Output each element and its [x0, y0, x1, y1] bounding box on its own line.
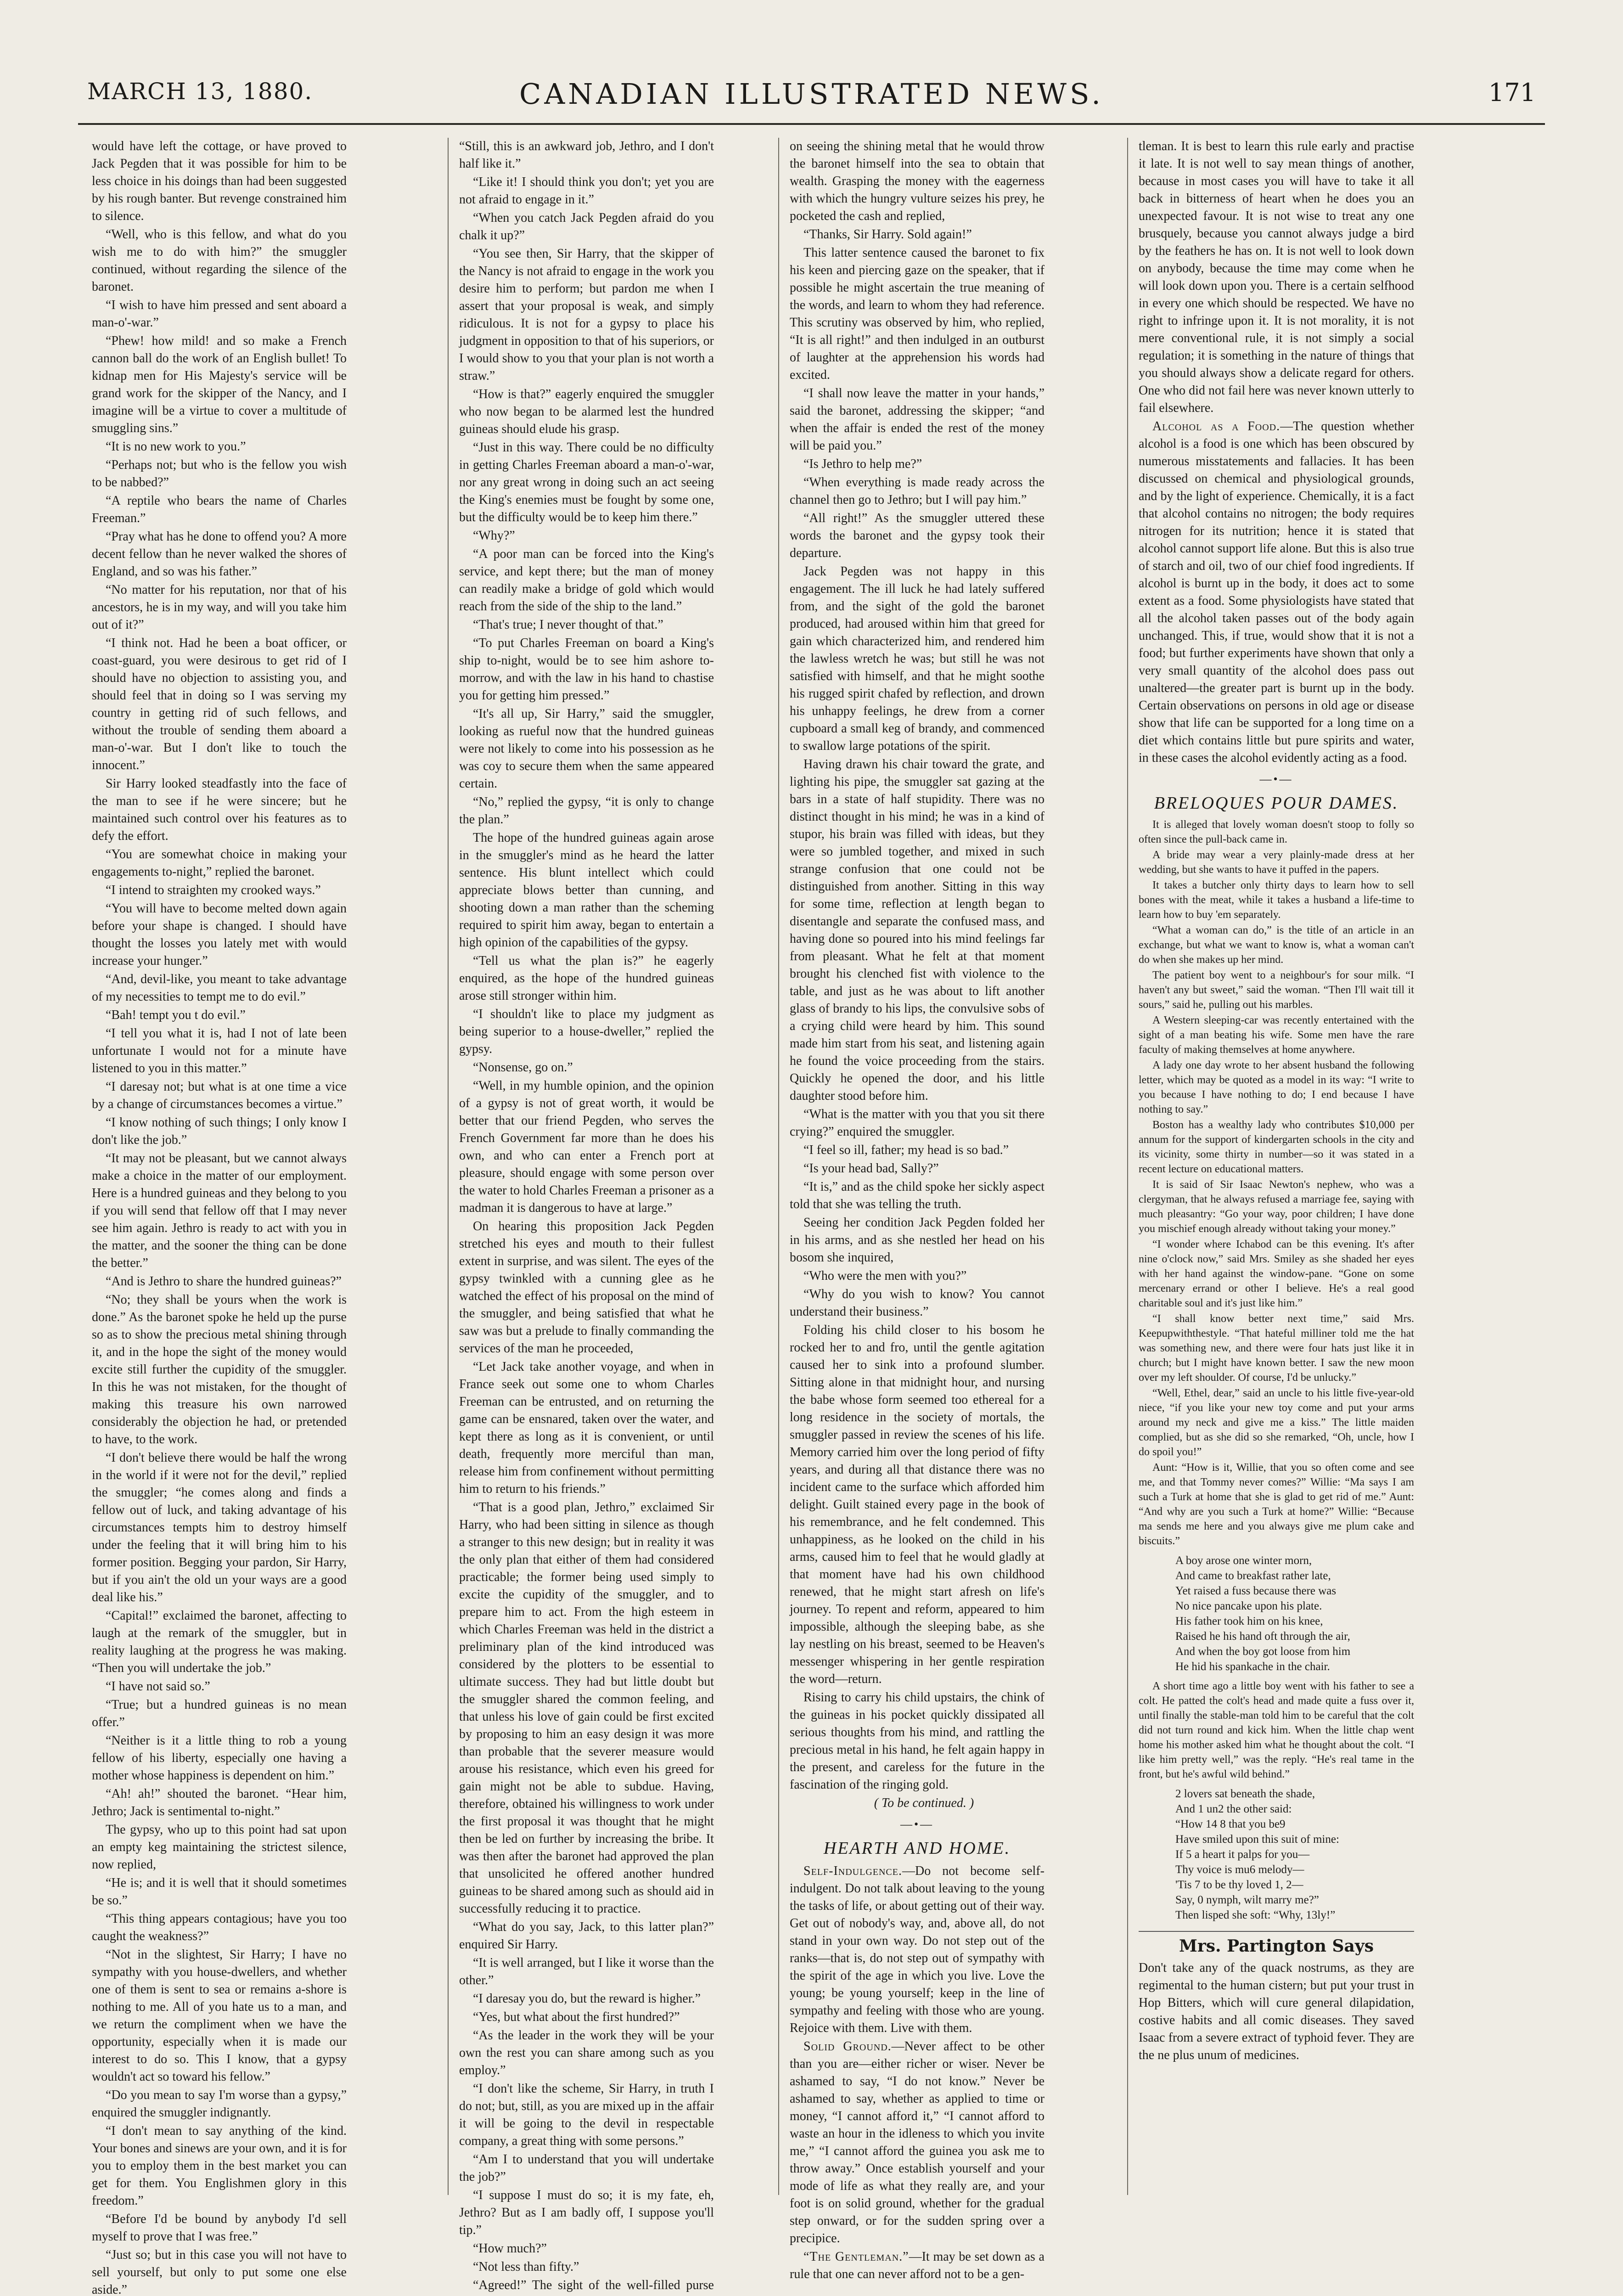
paragraph: “All right!” As the smuggler uttered these words the baronet and the gypsy took their departure.	[790, 511, 1045, 560]
paragraph: “Perhaps not; but who is the fellow you wish to be nabbed?”	[92, 458, 347, 490]
paragraph: “And, devil-like, you meant to take advantage of my necessities to tempt me to do evil.”	[92, 972, 347, 1004]
paragraph: “Well, Ethel, dear,” said an uncle to his little five-year-old niece, “if you like your new toy come and put your arms around my neck and give me a kiss.” The little maiden complied, but as she did so she remarked, “Oh, uncle, how I do spoil you!”	[1139, 1387, 1414, 1458]
hearth-item-text: —Do not become self-indulgent. Do not talk about leaving to the young the tasks of life, or about getting out of their way. Get out of nobody's way, and, above all, do not stand in your own way. Do not step out of the ranks—that is, do not step out of sympathy with the spirit of the age in which you live. Love the young; be young yourself; keep in the line of sympathy and feeling with those who are young. Rejoice with them. Live with them.	[790, 1864, 1045, 2035]
paragraph: “Not in the slightest, Sir Harry; I have no sympathy with you house-dwellers, and whether one of them is sent to sea or remains a-shore is nothing to me. All of you hate us to a man, and we return the compliment when we have the opportunity, especially when it is made our interest to do so. This I know, that a gypsy wouldn't act so toward his fellow.”	[92, 1947, 347, 2084]
paragraph: “A poor man can be forced into the King's service, and kept there; but the man of money can readily make a bridge of gold which would reach from the side of the ship to the land.”	[459, 547, 714, 613]
paragraph: “Do you mean to say I'm worse than a gypsy,” enquired the smuggler indignantly.	[92, 2088, 347, 2120]
paragraph: “Tell us what the plan is?” he eagerly enquired, as the hope of the hundred guineas arose still stronger within him.	[459, 954, 714, 1003]
paragraph: “This thing appears contagious; have you too caught the weakness?”	[92, 1912, 347, 1943]
paragraph: “Ah! ah!” shouted the baronet. “Hear him, Jethro; Jack is sentimental to-night.”	[92, 1787, 347, 1818]
section-divider: —•—	[900, 1818, 934, 1831]
column-divider	[778, 138, 779, 2195]
paragraph: “Agreed!” The sight of the well-filled purse	[473, 2278, 714, 2292]
paragraph: “I daresay not; but what is at one time a vice by a change of circumstances becomes a virtue.”	[92, 1080, 347, 1111]
hearth-item-text: —Never affect to be other than you are—either richer or wiser. Never be ashamed to say, “I do not know.” Never be ashamed to say, whether as applied to time or money, “I cannot afford it,” “I cannot afford to waste an hour in the idleness to which you invite me,” “I cannot afford the guinea you ask me to throw away.” Once establish yourself and your mode of life as what they really are, and your foot is on solid ground, whether for the gradual step onward, or for the sudden spring over a precipice.	[790, 2039, 1045, 2245]
paragraph: “That is a good plan, Jethro,” exclaimed Sir Harry, who had been sitting in silence as though a stranger to this new design; but in reality it was the only plan that either of them had considered practicable; the former being used simply to excite the cupidity of the smuggler, and to prepare him to act. From the high esteem in which Charles Freeman was held in the district a preliminary plan of the kind introduced was considered by the plotters to be essential to ultimate success. They had but little doubt but the smuggler shared the common feeling, and that unless his love of gain could be first excited by proposing to him an easy design it was more than probable that the severer measure would arouse his resistance, which even his greed for gain might not be able to subdue. Having, therefore, obtained his willingness to work under the first proposal it was thought that he might then be led on further by increasing the bribe. It was then after the baronet had approved the plan that unsolicited he offered another hundred guineas to be shared among such as should aid in successfully reducing it to practice.	[459, 1500, 714, 1916]
to-be-continued: ( To be continued. )	[874, 1796, 974, 1810]
paragraph: “You will have to become melted down again before your shape is changed. I should have thought the losses you lately met with would increase your hunger.”	[92, 901, 347, 968]
hearth-item-heading: Self-Indulgence.	[803, 1864, 902, 1878]
paragraph: “Bah! tempt you t do evil.”	[106, 1008, 246, 1022]
paragraph: “No; they shall be yours when the work is done.” As the baronet spoke he held up the purse so as to show the precious metal shining through it, and in the hope the sight of the money would excite still further the cupidity of the smuggler. In this he was not mistaken, for the thought of making this treasure his own narrowed considerably the objection he had, or pretended to have, to the work.	[92, 1293, 347, 1446]
partington-title: Mrs. Partington Says	[1139, 1931, 1414, 1955]
paragraph: “How much?”	[473, 2241, 547, 2256]
column-divider	[448, 138, 449, 2195]
section-divider: —•—	[1259, 772, 1293, 786]
paragraph: “I shouldn't like to place my judgment as being superior to a house-dweller,” replied the gypsy.	[459, 1007, 714, 1056]
column-divider	[1127, 138, 1128, 2195]
paragraph: tleman. It is best to learn this rule early and practise it late. It is not well to say mean things of another, because in most cases you will have to take it all back in bitterness of heart when he does you an unexpected favour. It is not wise to treat any one brusquely, because you cannot always judge a bird by the feathers he has on. It is not well to look down on anybody, because the time may come when he will look down upon you. There is a certain selfhood in every one which should be respected. We have no right to infringe upon it. It is not morality, it is not mere conventional rule, it is not simply a social regulation; it is something in the nature of things that you should always show a delicate regard for others. One who did not fail here was never known utterly to fail elsewhere.	[1139, 139, 1414, 415]
partington-text: Don't take any of the quack nostrums, as they are regimental to the human cistern; but put your trust in Hop Bitters, which will cure general dilapidation, costive habits and all comic diseases. They saved Isaac from a severe extract of typhoid fever. They are the ne plus unum of medicines.	[1139, 1961, 1414, 2062]
paragraph: “I don't mean to say anything of the kind. Your bones and sinews are your own, and it is for you to employ them in the best market you can get for them. You Englishmen glory in this freedom.”	[92, 2124, 347, 2208]
paragraph: Rising to carry his child upstairs, the chink of the guineas in his pocket quickly dissipated all serious thoughts from his mind, and rattling the precious metal in his hand, he felt again happy in the present, and careless for the future in the fascination of the ringing gold.	[790, 1690, 1045, 1792]
paragraph: Boston has a wealthy lady who contributes $10,000 per annum for the support of kindergarten schools in the city and its vicinity, some thirty in number—so it was stated in a recent lecture on educational matters.	[1139, 1119, 1414, 1175]
gentleman-continuation	[1139, 138, 1414, 417]
paragraph: “I don't like the scheme, Sir Harry, in truth I do not; but, still, as you are mixed up in the affair it will be going to the devil in respectable company, a great thing with some persons.”	[459, 2082, 714, 2148]
column-4	[1139, 138, 1414, 2195]
paragraph: “Well, who is this fellow, and what do you wish me to do with him?” the smuggler continued, without regarding the silence of the baronet.	[92, 227, 347, 294]
hearth-home-items	[790, 1863, 1045, 2283]
hearth-item-text: —It may be set down as a rule that one can never afford not to be a gen-	[790, 2250, 1045, 2281]
paragraph: “You are somewhat choice in making your engagements to-night,” replied the baronet.	[92, 847, 347, 879]
paragraph: “What is the matter with you that you sit there crying?” enquired the smuggler.	[790, 1107, 1045, 1139]
paragraph: “I don't believe there would be half the wrong in the world if it were not for the devil,” replied the smuggler; “he comes along and finds a fellow out of luck, and taking advantage of his circumstances tempts him to destroy himself under the feeling that it will bring him to his former position. Begging your pardon, Sir Harry, but if you ain't the old un your ways are a good deal like his.”	[92, 1451, 347, 1604]
paragraph: “How is that?” eagerly enquired the smuggler who now began to be alarmed lest the hundred guineas should elude his grasp.	[459, 387, 714, 436]
issue-date: MARCH 13, 1880.	[87, 78, 313, 105]
paragraph: “As the leader in the work they will be your own the rest you can share among such as you employ.”	[459, 2028, 714, 2077]
paragraph: The hope of the hundred guineas again arose in the smuggler's mind as he heard the latter sentence. His blunt intellect which could appreciate blows better than cunning, and shooting down a man rather than the scheming required to spirit him away, began to entertain a high opinion of the capabilities of the gypsy.	[459, 831, 714, 950]
paragraph: “Nonsense, go on.”	[473, 1060, 573, 1075]
poem-lovers: 2 lovers sat beneath the shade, And 1 un2 the other said: “How 14 8 that you be9 Have smiled upon this suit of mine: If 5 a heart it palps for you— Thy voice is mu6 melody— 'Tis 7 to be thy loved 1, 2— Say, 0 nymph, wilt marry me?” Then lisped she soft: “Why, 13ly!”	[1175, 1788, 1339, 1921]
paragraph: “I shall now leave the matter in your hands,” said the baronet, addressing the skipper; “and when the affair is ended the rest of the money will be paid you.”	[790, 386, 1045, 453]
paragraph: “Just in this way. There could be no difficulty in getting Charles Freeman aboard a man-o'-war, nor any great wrong in doing such an act seeing the King's enemies must be fought by some one, but the difficulty would be to keep him there.”	[459, 440, 714, 524]
paragraph: Jack Pegden was not happy in this engagement. The ill luck he had lately suffered from, and the sight of the gold the baronet produced, had aroused within him that greed for gain which characterized him, and rendered him the lawless wretch he was; but still he was not satisfied with himself, and that he might soothe his rugged spirit chafed by reflection, and drown his unhappy feelings, he drew from a corner cupboard a small keg of brandy, and commenced to swallow large potations of the spirit.	[790, 564, 1045, 753]
paragraph: “It is well arranged, but I like it worse than the other.”	[459, 1956, 714, 1987]
hearth-item-heading: “The Gentleman.”	[803, 2250, 909, 2264]
paragraph: “Before I'd be bound by anybody I'd sell myself to prove that I was free.”	[92, 2212, 347, 2244]
paragraph: “To put Charles Freeman on board a King's ship to-night, would be to see him ashore to-morrow, and with the law in his hand to chastise you for getting him pressed.”	[459, 636, 714, 703]
alcohol-heading: Alcohol as a Food.	[1152, 419, 1280, 433]
paragraph: “Just so; but in this case you will not have to sell yourself, but only to put some one else aside.”	[92, 2248, 347, 2296]
hearth-item	[790, 2248, 1045, 2283]
hearth-item-heading: Solid Ground.	[803, 2039, 892, 2054]
paragraph: “No matter for his reputation, nor that of his ancestors, he is in my way, and will you take him out of it?”	[92, 583, 347, 632]
paragraph: “What do you say, Jack, to this latter plan?” enquired Sir Harry.	[459, 1920, 714, 1952]
paragraph: “Capital!” exclaimed the baronet, affecting to laugh at the remark of the smuggler, but in reality laughing at the progress he was making. “Then you will undertake the job.”	[92, 1609, 347, 1675]
paragraph: would have left the cottage, or have proved to Jack Pegden that it was possible for him to be less choice in his doings than had been suggested by his rough banter. But revenge constrained him to silence.	[92, 139, 347, 223]
paragraph: “I shall know better next time,” said Mrs. Keepupwiththestyle. “That hateful milliner told me the hat was something new, and there were four hats just like it in church; but I might have known better. I saw the new moon over my left shoulder. Of course, I'd be unlucky.”	[1139, 1313, 1414, 1384]
paragraph: “Why?”	[473, 529, 515, 543]
paragraph: “It's all up, Sir Harry,” said the smuggler, looking as rueful now that the hundred guineas were not likely to come into his possession as he was coy to secure them when the same appeared certain.	[459, 707, 714, 791]
paragraph: This latter sentence caused the baronet to fix his keen and piercing gaze on the speaker, that if possible he might ascertain the true meaning of the words, and learn to whom they had reference. This scrutiny was observed by him, who replied, “It is all right!” and then indulged in an outburst of laughter at the apprehension his words had excited.	[790, 246, 1045, 382]
paragraph: “What a woman can do,” is the title of an article in an exchange, but what we want to know is, what a woman can't do when she makes up her mind.	[1139, 924, 1414, 966]
paragraph: “Phew! how mild! and so make a French cannon ball do the work of an English bullet! To kidnap men for His Majesty's service will be grand work for the skipper of the Nancy, and I imagine will be a virtue to cover a multitude of smuggling sins.”	[92, 334, 347, 435]
paragraph: “Why do you wish to know? You cannot understand their business.”	[790, 1287, 1045, 1319]
column-3	[790, 138, 1045, 2281]
paragraph: “When everything is made ready across the channel then go to Jethro; but I will pay him.”	[790, 475, 1045, 507]
paragraph: “Pray what has he done to offend you? A more decent fellow than he never walked the shores of England, and so was his father.”	[92, 529, 347, 579]
alcohol-text: —The question whether alcohol is a food is one which has been obscured by numerous misstatements and fallacies. It has been discussed on chemical and physiological grounds, and by the light of experience. Chemically, it is a fact that alcohol contains no nitrogen; the body requires nitrogen for its nutrition; hence it is stated that alcohol cannot support life alone. But this is also true of starch and oil, two of our chief food ingredients. If alcohol is burnt up in the body, it does act to some extent as a food. Some physiologists have stated that all the alcohol taken passes out of the body again unchanged. This, if true, would show that it is not a food; but further experiments have shown that only a very small quantity of the alcohol does pass out unaltered—the greater part is burnt up in the body. Certain observations on persons in old age or disease show that life can be supported for a long time on a diet which contains little but pure spirits and water, in these cases the alcohol evidently acting as a food.	[1139, 419, 1414, 765]
newspaper-title: CANADIAN ILLUSTRATED NEWS.	[519, 77, 1104, 111]
paragraph: The gypsy, who up to this point had sat upon an empty keg maintaining the strictest silence, now replied,	[92, 1823, 347, 1872]
masthead	[69, 69, 1554, 119]
page-number: 171	[1488, 78, 1536, 107]
story-continuation	[790, 138, 1045, 1794]
poem-boy: A boy arose one winter morn, And came to breakfast rather late, Yet raised a fuss because there was No nice pancake upon his plate. His father took him on his knee, Raised he his hand oft through the air, And when the boy got loose from him He hid his spankache in the chair.	[1175, 1554, 1351, 1673]
paragraph: “Yes, but what about the first hundred?”	[473, 2010, 680, 2024]
paragraph: “Who were the men with you?”	[803, 1269, 967, 1283]
paragraph: “I think not. Had he been a boat officer, or coast-guard, you were desirous to get rid of I should have no objection to assisting you, and should feel that in doing so I was serving my country in getting rid of such fellows, and without the trouble of sending them aboard a man-o'-war. But I don't like to touch the innocent.”	[92, 636, 347, 772]
paragraph: A bride may wear a very plainly-made dress at her wedding, but she wants to have it puffed in the papers.	[1139, 849, 1414, 876]
hearth-item	[790, 2038, 1045, 2247]
paragraph: “It may not be pleasant, but we cannot always make a choice in the matter of our employment. Here is a hundred guineas and they belong to you if you will send that fellow off that I may never see him again. Jethro is ready to act with you in the matter, and the sooner the thing can be done the better.”	[92, 1151, 347, 1270]
paragraph: A lady one day wrote to her absent husband the following letter, which may be quoted as a model in its way: “I write to you because I have nothing to do; I end because I have nothing to say.”	[1139, 1059, 1414, 1115]
paragraph: “Am I to understand that you will undertake the job?”	[459, 2152, 714, 2184]
breloques-items	[1139, 817, 1414, 1548]
paragraph: “It is,” and as the child spoke her sickly aspect told that she was telling the truth.	[790, 1180, 1045, 1211]
paragraph: on seeing the shining metal that he would throw the baronet himself into the sea to obtain that wealth. Grasping the money with the eagerness with which the hungry vulture seizes his prey, he pocketed the cash and replied,	[790, 139, 1045, 223]
paragraph: Folding his child closer to his bosom he rocked her to and fro, until the gentle agitation caused her to sink into a profound slumber. Sitting alone in that midnight hour, and nursing the babe whose form seemed too ethereal for a long residence in the society of mortals, the smuggler passed in review the scenes of his life. Memory carried him over the long period of fifty years, and during all that distance there was no incident came to the surface which afforded him delight. Guilt stained every page in the book of his remembrance, and he felt condemned. This unhappiness, as he looked on the child in his arms, caused him to feel that he would gladly at that moment have had his own childhood renewed, that he might start afresh on life's journey. To repent and reform, appeared to him impossible, although the sleeping babe, as she lay nestling on his breast, seemed to be Heaven's messenger whispering in her gentle respiration the word—return.	[790, 1323, 1045, 1686]
breloques-title: BRELOQUES POUR DAMES.	[1154, 793, 1399, 813]
paragraph: “I suppose I must do so; it is my fate, eh, Jethro? But as I am badly off, I suppose you'll tip.”	[459, 2188, 714, 2237]
paragraph: “A reptile who bears the name of Charles Freeman.”	[92, 494, 347, 525]
paragraph: “He is; and it is well that it should sometimes be so.”	[92, 1876, 347, 1908]
paragraph: A Western sleeping-car was recently entertained with the sight of a man beating his wife. Some men have the rare faculty of making themselves at home anywhere.	[1139, 1014, 1414, 1056]
column-1-story	[92, 138, 347, 2296]
paragraph: “I know nothing of such things; I only know I don't like the job.”	[92, 1115, 347, 1147]
paragraph: The patient boy went to a neighbour's for sour milk. “I haven't any but sweet,” said the woman. “Then I'll wait till it sours,” said he, pulling out his marbles.	[1139, 969, 1414, 1011]
paragraph: “You see then, Sir Harry, that the skipper of the Nancy is not afraid to engage in the work you desire him to perform; but pardon me when I assert that your proposal is weak, and simply ridiculous. It is not for a gypsy to place his judgment in opposition to that of his superiors, or I would show to you that your plan is not worth a straw.”	[459, 247, 714, 383]
paragraph: “Neither is it a little thing to rob a young fellow of his liberty, especially one having a mother whose happiness is dependent on him.”	[92, 1733, 347, 1783]
paragraph: It takes a butcher only thirty days to learn how to sell bones with the meat, while it takes a husband a life-time to learn how to buy 'em separately.	[1139, 879, 1414, 921]
colt-anecdote: A short time ago a little boy went with his father to see a colt. He patted the colt's head and made quite a fuss over it, until finally the stable-man told him to be careful that the colt did not turn round and kick him. When the little chap went home his mother asked him what he thought about the colt. “I like him pretty well,” was the reply. “He's real tame in the front, but he's awful wild behind.”	[1139, 1680, 1414, 1780]
paragraph: “True; but a hundred guineas is no mean offer.”	[92, 1698, 347, 1729]
paragraph: “Well, in my humble opinion, and the opinion of a gypsy is not of great worth, it would be better that our friend Pegden, who serves the French Government far more than he does his own, and who can enter a French port at pleasure, should engage with some person over the water to hold Charles Freeman a prisoner as a madman it is dangerous to have at large.”	[459, 1079, 714, 1215]
paragraph: Sir Harry looked steadfastly into the face of the man to see if he were sincere; but he maintained such control over his features as to defy the effort.	[92, 777, 347, 843]
paragraph: “I intend to straighten my crooked ways.”	[106, 883, 321, 897]
paragraph: “It is no new work to you.”	[106, 439, 246, 454]
paragraph: “That's true; I never thought of that.”	[473, 618, 663, 632]
paragraph: “When you catch Jack Pegden afraid do you chalk it up?”	[459, 211, 714, 242]
paragraph: “I wish to have him pressed and sent aboard a man-o'-war.”	[92, 298, 347, 330]
paragraph: “Let Jack take another voyage, and when in France seek out some one to whom Charles Freeman can be entrusted, and on returning the game can be ensnared, taken over the water, and kept there as long as it is convenient, or until death, frequently more merciful than man, release him from confinement without permitting him to return to his friends.”	[459, 1360, 714, 1496]
paragraph: “Like it! I should think you don't; yet you are not afraid to engage in it.”	[459, 175, 714, 207]
column-2-story	[459, 138, 714, 2292]
paragraph: “I have not said so.”	[106, 1679, 210, 1694]
alcohol-article	[1139, 418, 1414, 767]
paragraph: “I daresay you do, but the reward is higher.”	[473, 1992, 701, 2006]
paragraph: On hearing this proposition Jack Pegden stretched his eyes and mouth to their fullest extent in surprise, and was silent. The eyes of the gypsy twinkled with a cunning glee as he watched the effect of his proposal on the mind of the smuggler, and being satisfied that what he saw was but a prelude to finally commanding the services of the man he proceeded,	[459, 1219, 714, 1356]
header-rule	[78, 123, 1545, 125]
paragraph: “Not less than fifty.”	[473, 2260, 579, 2274]
paragraph: “No,” replied the gypsy, “it is only to change the plan.”	[459, 795, 714, 827]
paragraph: Aunt: “How is it, Willie, that you so often come and see me, and that Tommy never comes?” Willie: “Ma says I am such a Turk at home that she is glad to get rid of me.” Aunt: “And why are you such a Turk at home?” Willie: “Because ma sends me here and you always give me plum cake and biscuits.”	[1139, 1462, 1414, 1547]
paragraph: Having drawn his chair toward the grate, and lighting his pipe, the smuggler sat gazing at the bars in a state of half stupidity. There was no distinct thought in his mind; he was in a kind of stupor, his brain was filled with ideas, but they were so jumbled together, and mixed in such strange confusion that one could not be distinguished from another. Sitting in this way for some time, reflection at length began to disentangle and separate the confused mass, and having done so poured into his mind feelings far from pleasant. What he felt at that moment brought his clenched fist with violence to the table, and just as he was about to lift another glass of brandy to his lips, the convulsive sobs of a crying child were heard by him. This sound made him start from his seat, and listening again he found the voice proceeding from the stairs. Quickly he opened the door, and his little daughter stood before him.	[790, 757, 1045, 1103]
paragraph: “Is your head bad, Sally?”	[803, 1161, 939, 1176]
paragraph: “Still, this is an awkward job, Jethro, and I don't half like it.”	[459, 139, 714, 171]
paragraph: “Is Jethro to help me?”	[803, 457, 922, 471]
paragraph: It is said of Sir Isaac Newton's nephew, who was a clergyman, that he always refused a marriage fee, saying with much pleasantry: “Go your way, poor children; I have done you mischief enough already without taking your money.”	[1139, 1179, 1414, 1235]
hearth-home-title: HEARTH AND HOME.	[823, 1839, 1011, 1858]
hearth-item	[790, 1863, 1045, 2037]
paragraph: “And is Jethro to share the hundred guineas?”	[106, 1274, 342, 1289]
paragraph: Seeing her condition Jack Pegden folded her in his arms, and as she nestled her head on his bosom she inquired,	[790, 1216, 1045, 1265]
paragraph: It is alleged that lovely woman doesn't stoop to folly so often since the pull-back came in.	[1139, 819, 1414, 845]
paragraph: “I wonder where Ichabod can be this evening. It's after nine o'clock now,” said Mrs. Smiley as she shaded her eyes with her hand against the window-pane. “Gone on some mercenary errand or other I believe. He's a real good charitable soul and it's just like him.”	[1139, 1238, 1414, 1309]
paragraph: “Thanks, Sir Harry. Sold again!”	[803, 227, 972, 242]
paragraph: “I feel so ill, father; my head is so bad.”	[803, 1143, 1009, 1157]
paragraph: “I tell you what it is, had I not of late been unfortunate I would not for a minute have listened to you in this matter.”	[92, 1026, 347, 1075]
